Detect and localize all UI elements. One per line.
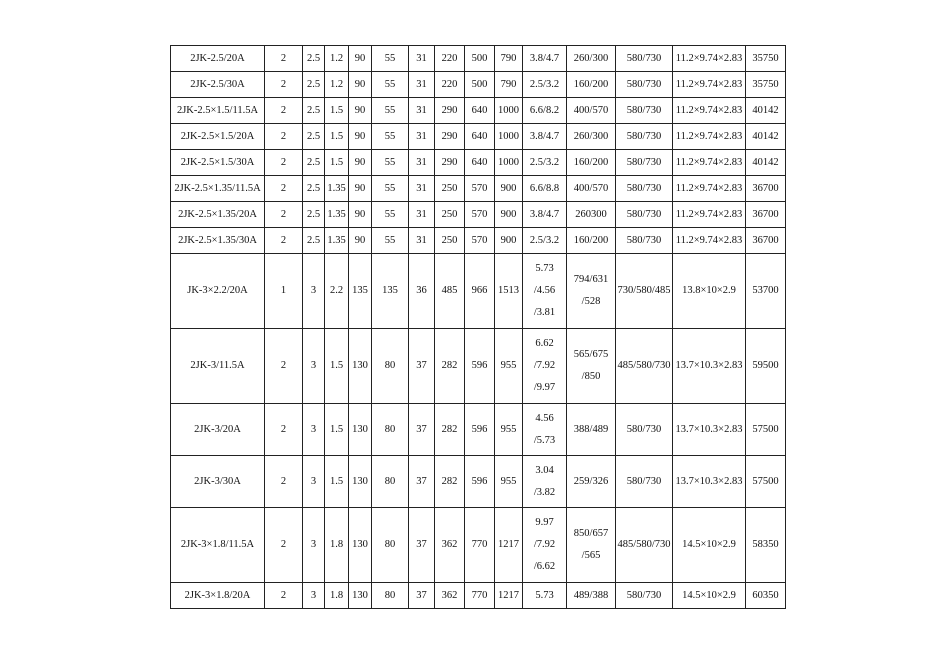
table-cell: 3: [303, 508, 325, 583]
table-row: [171, 46, 786, 72]
table-cell: 290: [435, 124, 465, 150]
table-cell: 90: [349, 202, 372, 228]
table-cell: 596: [465, 404, 495, 456]
hoist-spec-table: [170, 45, 786, 609]
table-row: [171, 228, 786, 254]
table-cell: 570: [465, 228, 495, 254]
table-row: [171, 176, 786, 202]
table-cell: 80: [372, 583, 409, 609]
model-cell: 2JK-3×1.8/11.5A: [171, 508, 265, 583]
table-cell: 580/730: [616, 583, 673, 609]
table-cell: 2: [265, 228, 303, 254]
table-cell: 40142: [746, 124, 786, 150]
table-cell: 580/730: [616, 176, 673, 202]
table-cell: 500: [465, 46, 495, 72]
table-cell: 955: [495, 456, 523, 508]
table-cell: 250: [435, 176, 465, 202]
model-cell: 2JK-2.5×1.35/11.5A: [171, 176, 265, 202]
table-cell: 11.2×9.74×2.83: [673, 202, 746, 228]
table-row: [171, 456, 786, 508]
table-cell: 290: [435, 150, 465, 176]
table-cell: 250: [435, 202, 465, 228]
table-cell: 160/200: [567, 150, 616, 176]
table-cell: 3.8/4.7: [523, 124, 567, 150]
table-cell: 570: [465, 202, 495, 228]
table-cell: 11.2×9.74×2.83: [673, 46, 746, 72]
table-row: [171, 254, 786, 329]
table-cell: 900: [495, 228, 523, 254]
table-cell: 640: [465, 98, 495, 124]
table-cell: 3: [303, 404, 325, 456]
table-cell: 596: [465, 329, 495, 404]
table-cell: 31: [409, 150, 435, 176]
table-cell: 2: [265, 176, 303, 202]
table-cell: 580/730: [616, 456, 673, 508]
table-cell: 2.5: [303, 202, 325, 228]
table-row: [171, 583, 786, 609]
table-cell: 90: [349, 124, 372, 150]
table-cell: 35750: [746, 72, 786, 98]
table-cell: 37: [409, 404, 435, 456]
table-cell: 31: [409, 202, 435, 228]
table-cell: 2: [265, 404, 303, 456]
model-cell: 2JK-3/20A: [171, 404, 265, 456]
table-cell: 35750: [746, 46, 786, 72]
table-row: [171, 329, 786, 404]
table-cell: 565/675 /850: [567, 329, 616, 404]
table-cell: 14.5×10×2.9: [673, 583, 746, 609]
table-cell: 55: [372, 176, 409, 202]
table-cell: 1.5: [325, 456, 349, 508]
model-cell: 2JK-3×1.8/20A: [171, 583, 265, 609]
table-cell: 1.35: [325, 202, 349, 228]
table-cell: 57500: [746, 456, 786, 508]
model-cell: 2JK-2.5×1.35/20A: [171, 202, 265, 228]
table-cell: 11.2×9.74×2.83: [673, 150, 746, 176]
table-cell: 640: [465, 124, 495, 150]
table-cell: 31: [409, 72, 435, 98]
table-cell: 90: [349, 150, 372, 176]
table-cell: 2.2: [325, 254, 349, 329]
table-cell: 2: [265, 72, 303, 98]
table-cell: 1.2: [325, 72, 349, 98]
table-cell: 2.5/3.2: [523, 228, 567, 254]
table-row: [171, 150, 786, 176]
table-cell: 580/730: [616, 404, 673, 456]
table-cell: 80: [372, 456, 409, 508]
table-cell: 282: [435, 329, 465, 404]
table-cell: 14.5×10×2.9: [673, 508, 746, 583]
table-cell: 1000: [495, 124, 523, 150]
table-row: [171, 98, 786, 124]
table-cell: 80: [372, 508, 409, 583]
table-cell: 5.73 /4.56 /3.81: [523, 254, 567, 329]
table-cell: 2.5: [303, 46, 325, 72]
table-cell: 1217: [495, 508, 523, 583]
table-cell: 59500: [746, 329, 786, 404]
table-cell: 90: [349, 176, 372, 202]
table-cell: 6.6/8.2: [523, 98, 567, 124]
table-cell: 282: [435, 404, 465, 456]
table-cell: 55: [372, 46, 409, 72]
table-cell: 580/730: [616, 124, 673, 150]
model-cell: 2JK-2.5×1.5/20A: [171, 124, 265, 150]
table-cell: 3.8/4.7: [523, 202, 567, 228]
table-cell: 37: [409, 583, 435, 609]
table-cell: 55: [372, 150, 409, 176]
table-cell: 966: [465, 254, 495, 329]
table-cell: 489/388: [567, 583, 616, 609]
table-cell: 3: [303, 254, 325, 329]
table-cell: 790: [495, 46, 523, 72]
table-cell: 3.8/4.7: [523, 46, 567, 72]
table-cell: 570: [465, 176, 495, 202]
table-cell: 11.2×9.74×2.83: [673, 124, 746, 150]
table-cell: 11.2×9.74×2.83: [673, 72, 746, 98]
table-cell: 5.73: [523, 583, 567, 609]
table-cell: 580/730: [616, 72, 673, 98]
table-cell: 11.2×9.74×2.83: [673, 98, 746, 124]
table-cell: 31: [409, 228, 435, 254]
table-row: [171, 404, 786, 456]
table-cell: 2: [265, 456, 303, 508]
table-cell: 130: [349, 329, 372, 404]
table-cell: 900: [495, 202, 523, 228]
table-cell: 2.5: [303, 98, 325, 124]
model-cell: 2JK-3/30A: [171, 456, 265, 508]
table-cell: 900: [495, 176, 523, 202]
table-cell: 13.8×10×2.9: [673, 254, 746, 329]
table-cell: 1: [265, 254, 303, 329]
table-cell: 13.7×10.3×2.83: [673, 329, 746, 404]
table-cell: 31: [409, 98, 435, 124]
table-cell: 160/200: [567, 228, 616, 254]
table-cell: 58350: [746, 508, 786, 583]
table-cell: 260/300: [567, 46, 616, 72]
table-cell: 40142: [746, 98, 786, 124]
table-cell: 580/730: [616, 98, 673, 124]
table-cell: 580/730: [616, 150, 673, 176]
table-cell: 1.35: [325, 228, 349, 254]
table-row: [171, 202, 786, 228]
table-cell: 1513: [495, 254, 523, 329]
table-cell: 485/580/730: [616, 329, 673, 404]
table-cell: 2.5: [303, 150, 325, 176]
model-cell: 2JK-2.5×1.5/30A: [171, 150, 265, 176]
table-cell: 3: [303, 329, 325, 404]
table-cell: 1.5: [325, 404, 349, 456]
table-cell: 36: [409, 254, 435, 329]
table-cell: 3.04 /3.82: [523, 456, 567, 508]
table-cell: 60350: [746, 583, 786, 609]
table-cell: 2.5/3.2: [523, 150, 567, 176]
table-cell: 1000: [495, 98, 523, 124]
table-cell: 55: [372, 124, 409, 150]
table-cell: 2: [265, 46, 303, 72]
table-cell: 80: [372, 329, 409, 404]
table-cell: 31: [409, 124, 435, 150]
table-cell: 1217: [495, 583, 523, 609]
table-cell: 13.7×10.3×2.83: [673, 456, 746, 508]
table-cell: 580/730: [616, 228, 673, 254]
model-cell: JK-3×2.2/20A: [171, 254, 265, 329]
table-cell: 2.5: [303, 124, 325, 150]
model-cell: 2JK-2.5/20A: [171, 46, 265, 72]
model-cell: 2JK-2.5/30A: [171, 72, 265, 98]
table-cell: 37: [409, 456, 435, 508]
table-cell: 770: [465, 583, 495, 609]
table-cell: 130: [349, 404, 372, 456]
table-cell: 2: [265, 124, 303, 150]
table-cell: 282: [435, 456, 465, 508]
table-cell: 130: [349, 508, 372, 583]
spec-table: [170, 45, 786, 609]
table-cell: 400/570: [567, 176, 616, 202]
table-cell: 1.5: [325, 124, 349, 150]
table-cell: 3: [303, 583, 325, 609]
table-cell: 13.7×10.3×2.83: [673, 404, 746, 456]
table-cell: 955: [495, 404, 523, 456]
table-cell: 2: [265, 150, 303, 176]
table-cell: 90: [349, 228, 372, 254]
table-cell: 80: [372, 404, 409, 456]
table-cell: 37: [409, 508, 435, 583]
table-cell: 130: [349, 456, 372, 508]
table-row: [171, 124, 786, 150]
table-cell: 57500: [746, 404, 786, 456]
model-cell: 2JK-2.5×1.5/11.5A: [171, 98, 265, 124]
table-cell: 2.5: [303, 228, 325, 254]
table-cell: 53700: [746, 254, 786, 329]
table-cell: 9.97 /7.92 /6.62: [523, 508, 567, 583]
table-cell: 1.35: [325, 176, 349, 202]
table-cell: 790: [495, 72, 523, 98]
table-cell: 6.6/8.8: [523, 176, 567, 202]
table-cell: 90: [349, 98, 372, 124]
table-cell: 770: [465, 508, 495, 583]
table-cell: 1.5: [325, 98, 349, 124]
table-cell: 2.5/3.2: [523, 72, 567, 98]
table-cell: 388/489: [567, 404, 616, 456]
table-cell: 2: [265, 329, 303, 404]
table-cell: 260/300: [567, 124, 616, 150]
table-cell: 2.5: [303, 176, 325, 202]
table-cell: 37: [409, 329, 435, 404]
table-cell: 90: [349, 46, 372, 72]
table-cell: 362: [435, 508, 465, 583]
table-cell: 135: [372, 254, 409, 329]
table-cell: 220: [435, 46, 465, 72]
table-cell: 160/200: [567, 72, 616, 98]
model-cell: 2JK-2.5×1.35/30A: [171, 228, 265, 254]
table-cell: 1.8: [325, 508, 349, 583]
table-cell: 955: [495, 329, 523, 404]
model-cell: 2JK-3/11.5A: [171, 329, 265, 404]
table-cell: 31: [409, 176, 435, 202]
table-cell: 250: [435, 228, 465, 254]
table-cell: 4.56 /5.73: [523, 404, 567, 456]
table-row: [171, 508, 786, 583]
table-cell: 400/570: [567, 98, 616, 124]
table-cell: 596: [465, 456, 495, 508]
table-cell: 485: [435, 254, 465, 329]
table-cell: 580/730: [616, 46, 673, 72]
table-cell: 640: [465, 150, 495, 176]
table-cell: 6.62 /7.92 /9.97: [523, 329, 567, 404]
table-row: [171, 72, 786, 98]
table-cell: 1.5: [325, 150, 349, 176]
table-cell: 55: [372, 228, 409, 254]
table-cell: 40142: [746, 150, 786, 176]
table-cell: 36700: [746, 176, 786, 202]
table-cell: 55: [372, 202, 409, 228]
table-cell: 290: [435, 98, 465, 124]
table-cell: 2: [265, 508, 303, 583]
table-body: [171, 46, 786, 609]
table-cell: 36700: [746, 202, 786, 228]
table-cell: 500: [465, 72, 495, 98]
table-cell: 1.5: [325, 329, 349, 404]
table-cell: 580/730: [616, 202, 673, 228]
table-cell: 130: [349, 583, 372, 609]
table-cell: 1.2: [325, 46, 349, 72]
table-cell: 850/657 /565: [567, 508, 616, 583]
table-cell: 2: [265, 583, 303, 609]
table-cell: 1000: [495, 150, 523, 176]
table-cell: 362: [435, 583, 465, 609]
table-cell: 11.2×9.74×2.83: [673, 176, 746, 202]
table-cell: 135: [349, 254, 372, 329]
table-cell: 2: [265, 98, 303, 124]
table-cell: 55: [372, 72, 409, 98]
table-cell: 55: [372, 98, 409, 124]
table-cell: 31: [409, 46, 435, 72]
table-cell: 2: [265, 202, 303, 228]
table-cell: 260300: [567, 202, 616, 228]
table-cell: 36700: [746, 228, 786, 254]
table-cell: 730/580/485: [616, 254, 673, 329]
table-cell: 11.2×9.74×2.83: [673, 228, 746, 254]
table-cell: 2.5: [303, 72, 325, 98]
table-cell: 1.8: [325, 583, 349, 609]
table-cell: 794/631 /528: [567, 254, 616, 329]
table-cell: 485/580/730: [616, 508, 673, 583]
table-cell: 220: [435, 72, 465, 98]
table-cell: 90: [349, 72, 372, 98]
table-cell: 3: [303, 456, 325, 508]
table-cell: 259/326: [567, 456, 616, 508]
